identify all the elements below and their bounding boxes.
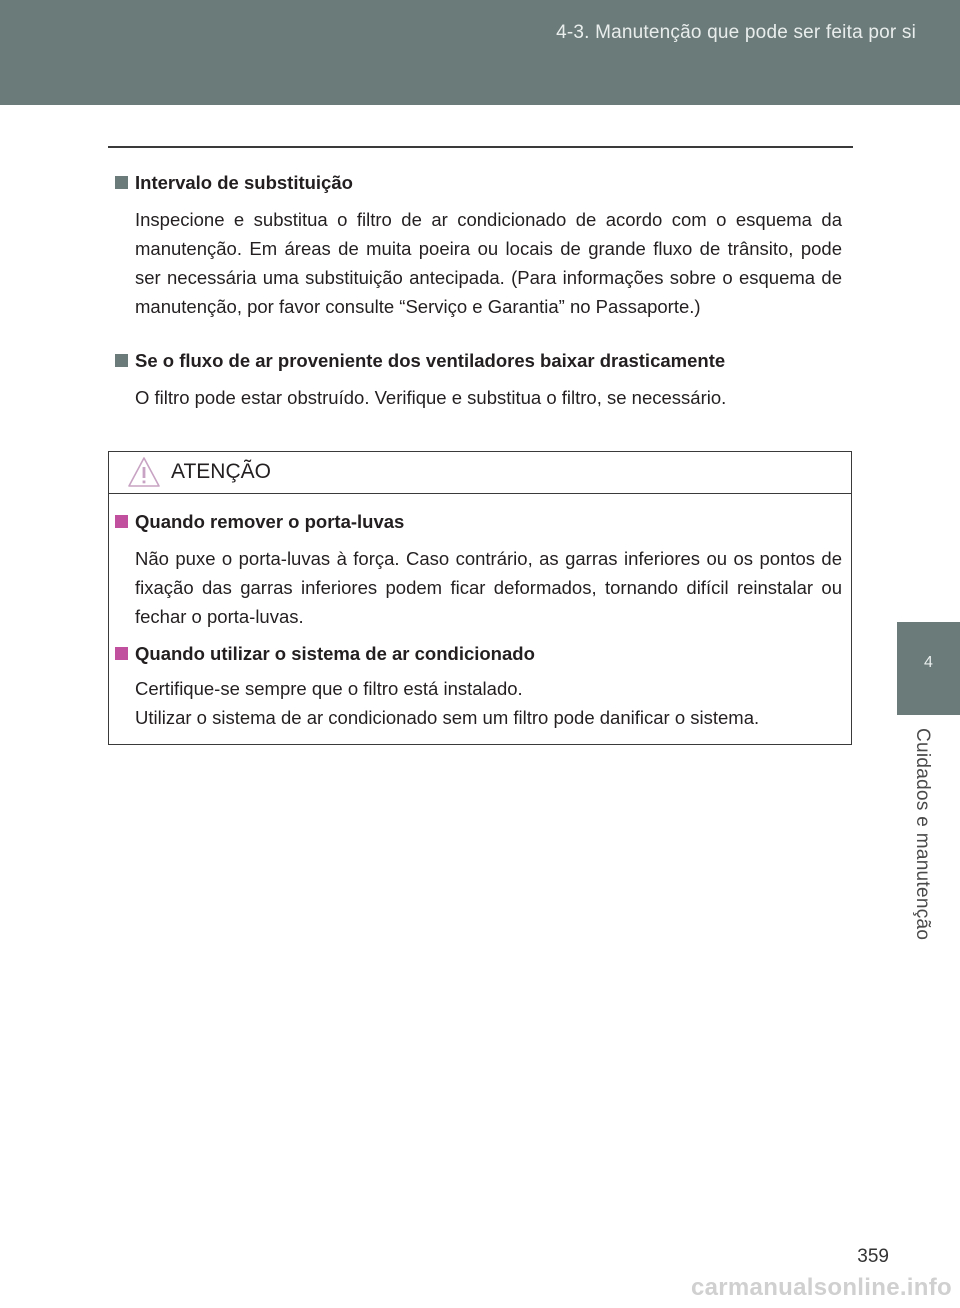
warning-item-line: Certifique-se sempre que o filtro está instalado. xyxy=(135,678,523,699)
warning-item-heading xyxy=(115,642,842,666)
top-rule xyxy=(108,146,853,148)
chapter-label: Cuidados e manutenção xyxy=(912,728,933,941)
warning-body xyxy=(115,510,842,732)
section-heading xyxy=(115,349,842,373)
section-airflow-drop xyxy=(115,349,842,412)
section-replacement-interval xyxy=(115,171,842,321)
bullet-square-icon xyxy=(115,515,128,528)
warning-item-body: Não puxe o porta-luvas à força. Caso contrário, as garras inferiores ou os pontos de fixação das garras inferiores podem ficar deformados, tornando difícil reinstalar ou fechar o porta-luvas. xyxy=(135,548,842,627)
section-heading-text: Se o fluxo de ar proveniente dos ventiladores baixar drasticamente xyxy=(135,350,726,371)
chapter-tab xyxy=(897,622,960,715)
warning-item-body xyxy=(135,674,842,732)
warning-triangle-icon xyxy=(127,456,161,488)
watermark: carmanualsonline.info xyxy=(690,1274,952,1301)
page-number: 359 xyxy=(857,1246,889,1267)
bullet-square-icon xyxy=(115,176,128,189)
section-body: Inspecione e substitua o filtro de ar condicionado de acordo com o esquema da manutenção. Em áreas de muita poeira ou locais de grande fluxo de trânsito, pode ser necessária uma substituição antecipada. (Para informações sobre o esquema de manutenção, por favor consulte “Serviço e Garantia” no Passaporte.) xyxy=(135,209,842,317)
header-title: 4-3. Manutenção que pode ser feita por si xyxy=(556,22,916,43)
chapter-number: 4 xyxy=(924,654,933,671)
warning-title: ATENÇÃO xyxy=(171,460,271,483)
warning-header xyxy=(109,452,851,494)
warning-box xyxy=(108,451,852,745)
header-band xyxy=(0,0,960,105)
warning-item-line: Utilizar o sistema de ar condicionado sem um filtro pode danificar o sistema. xyxy=(135,707,760,728)
bullet-square-icon xyxy=(115,647,128,660)
warning-item-heading-text: Quando remover o porta-luvas xyxy=(135,511,405,532)
warning-item-heading-text: Quando utilizar o sistema de ar condicionado xyxy=(135,643,535,664)
section-heading xyxy=(115,171,842,195)
warning-item-heading xyxy=(115,510,842,534)
bullet-square-icon xyxy=(115,354,128,367)
section-body: O filtro pode estar obstruído. Verifique e substitua o filtro, se necessário. xyxy=(135,387,727,408)
section-heading-text: Intervalo de substituição xyxy=(135,172,353,193)
